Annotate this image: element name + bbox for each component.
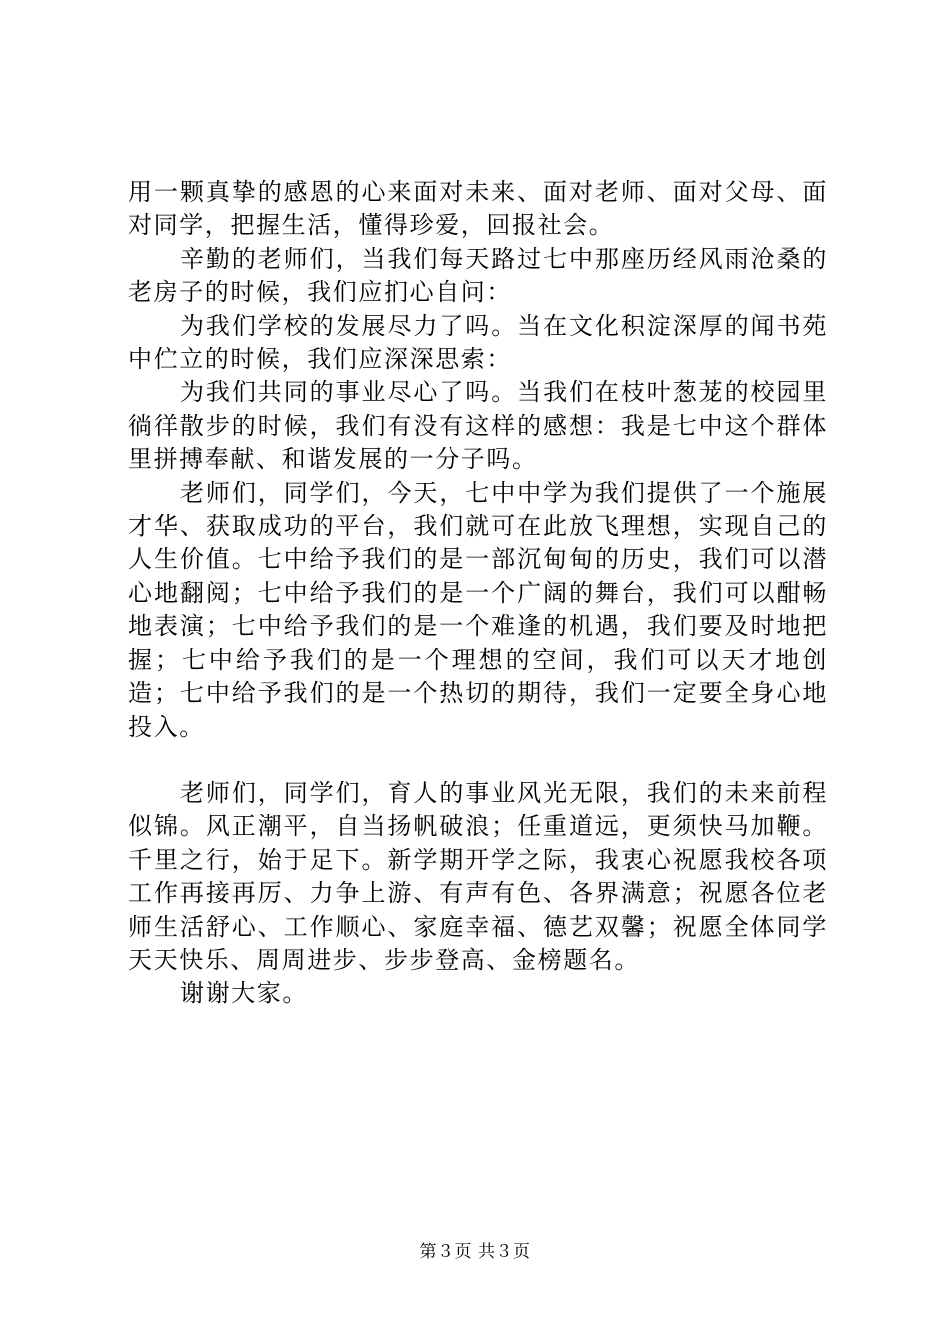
paragraph-3: 为我们学校的发展尽力了吗。当在文化积淀深厚的闻书苑中伫立的时候，我们应深深思索：	[128, 311, 828, 374]
paragraph-6: 老师们，同学们，育人的事业风光无限，我们的未来前程似锦。风正潮平，自当扬帆破浪；任重道远，更须快马加鞭。千里之行，始于足下。新学期开学之际，我衷心祝愿我校各项工作再接再厉、力争上游、有声有色、各界满意；祝愿各位老师生活舒心、工作顺心、家庭幸福、德艺双馨；祝愿全体同学天天快乐、周周进步、步步登高、金榜题名。	[128, 778, 828, 974]
paragraph-5: 老师们，同学们，今天，七中中学为我们提供了一个施展才华、获取成功的平台，我们就可在此放飞理想，实现自己的人生价值。七中给予我们的是一部沉甸甸的历史，我们可以潜心地翻阅；七中给予我们的是一个广阔的舞台，我们可以酣畅地表演；七中给予我们的是一个难逢的机遇，我们要及时地把握；七中给予我们的是一个理想的空间，我们可以天才地创造；七中给予我们的是一个热切的期待，我们一定要全身心地投入。	[128, 478, 828, 741]
paragraph-1: 用一颗真挚的感恩的心来面对未来、面对老师、面对父母、面对同学，把握生活，懂得珍爱，回报社会。	[128, 178, 828, 240]
paragraph-7: 谢谢大家。	[180, 979, 308, 1008]
paragraph-2: 辛勤的老师们，当我们每天路过七中那座历经风雨沧桑的老房子的时候，我们应扪心自问：	[128, 244, 828, 307]
page-number-footer: 第３页 共３页	[419, 1242, 531, 1262]
document-body	[128, 176, 828, 1011]
paragraph-4: 为我们共同的事业尽心了吗。当我们在枝叶葱茏的校园里徜徉散步的时候，我们有没有这样的感想：我是七中这个群体里拼搏奉献、和谐发展的一分子吗。	[128, 378, 828, 474]
